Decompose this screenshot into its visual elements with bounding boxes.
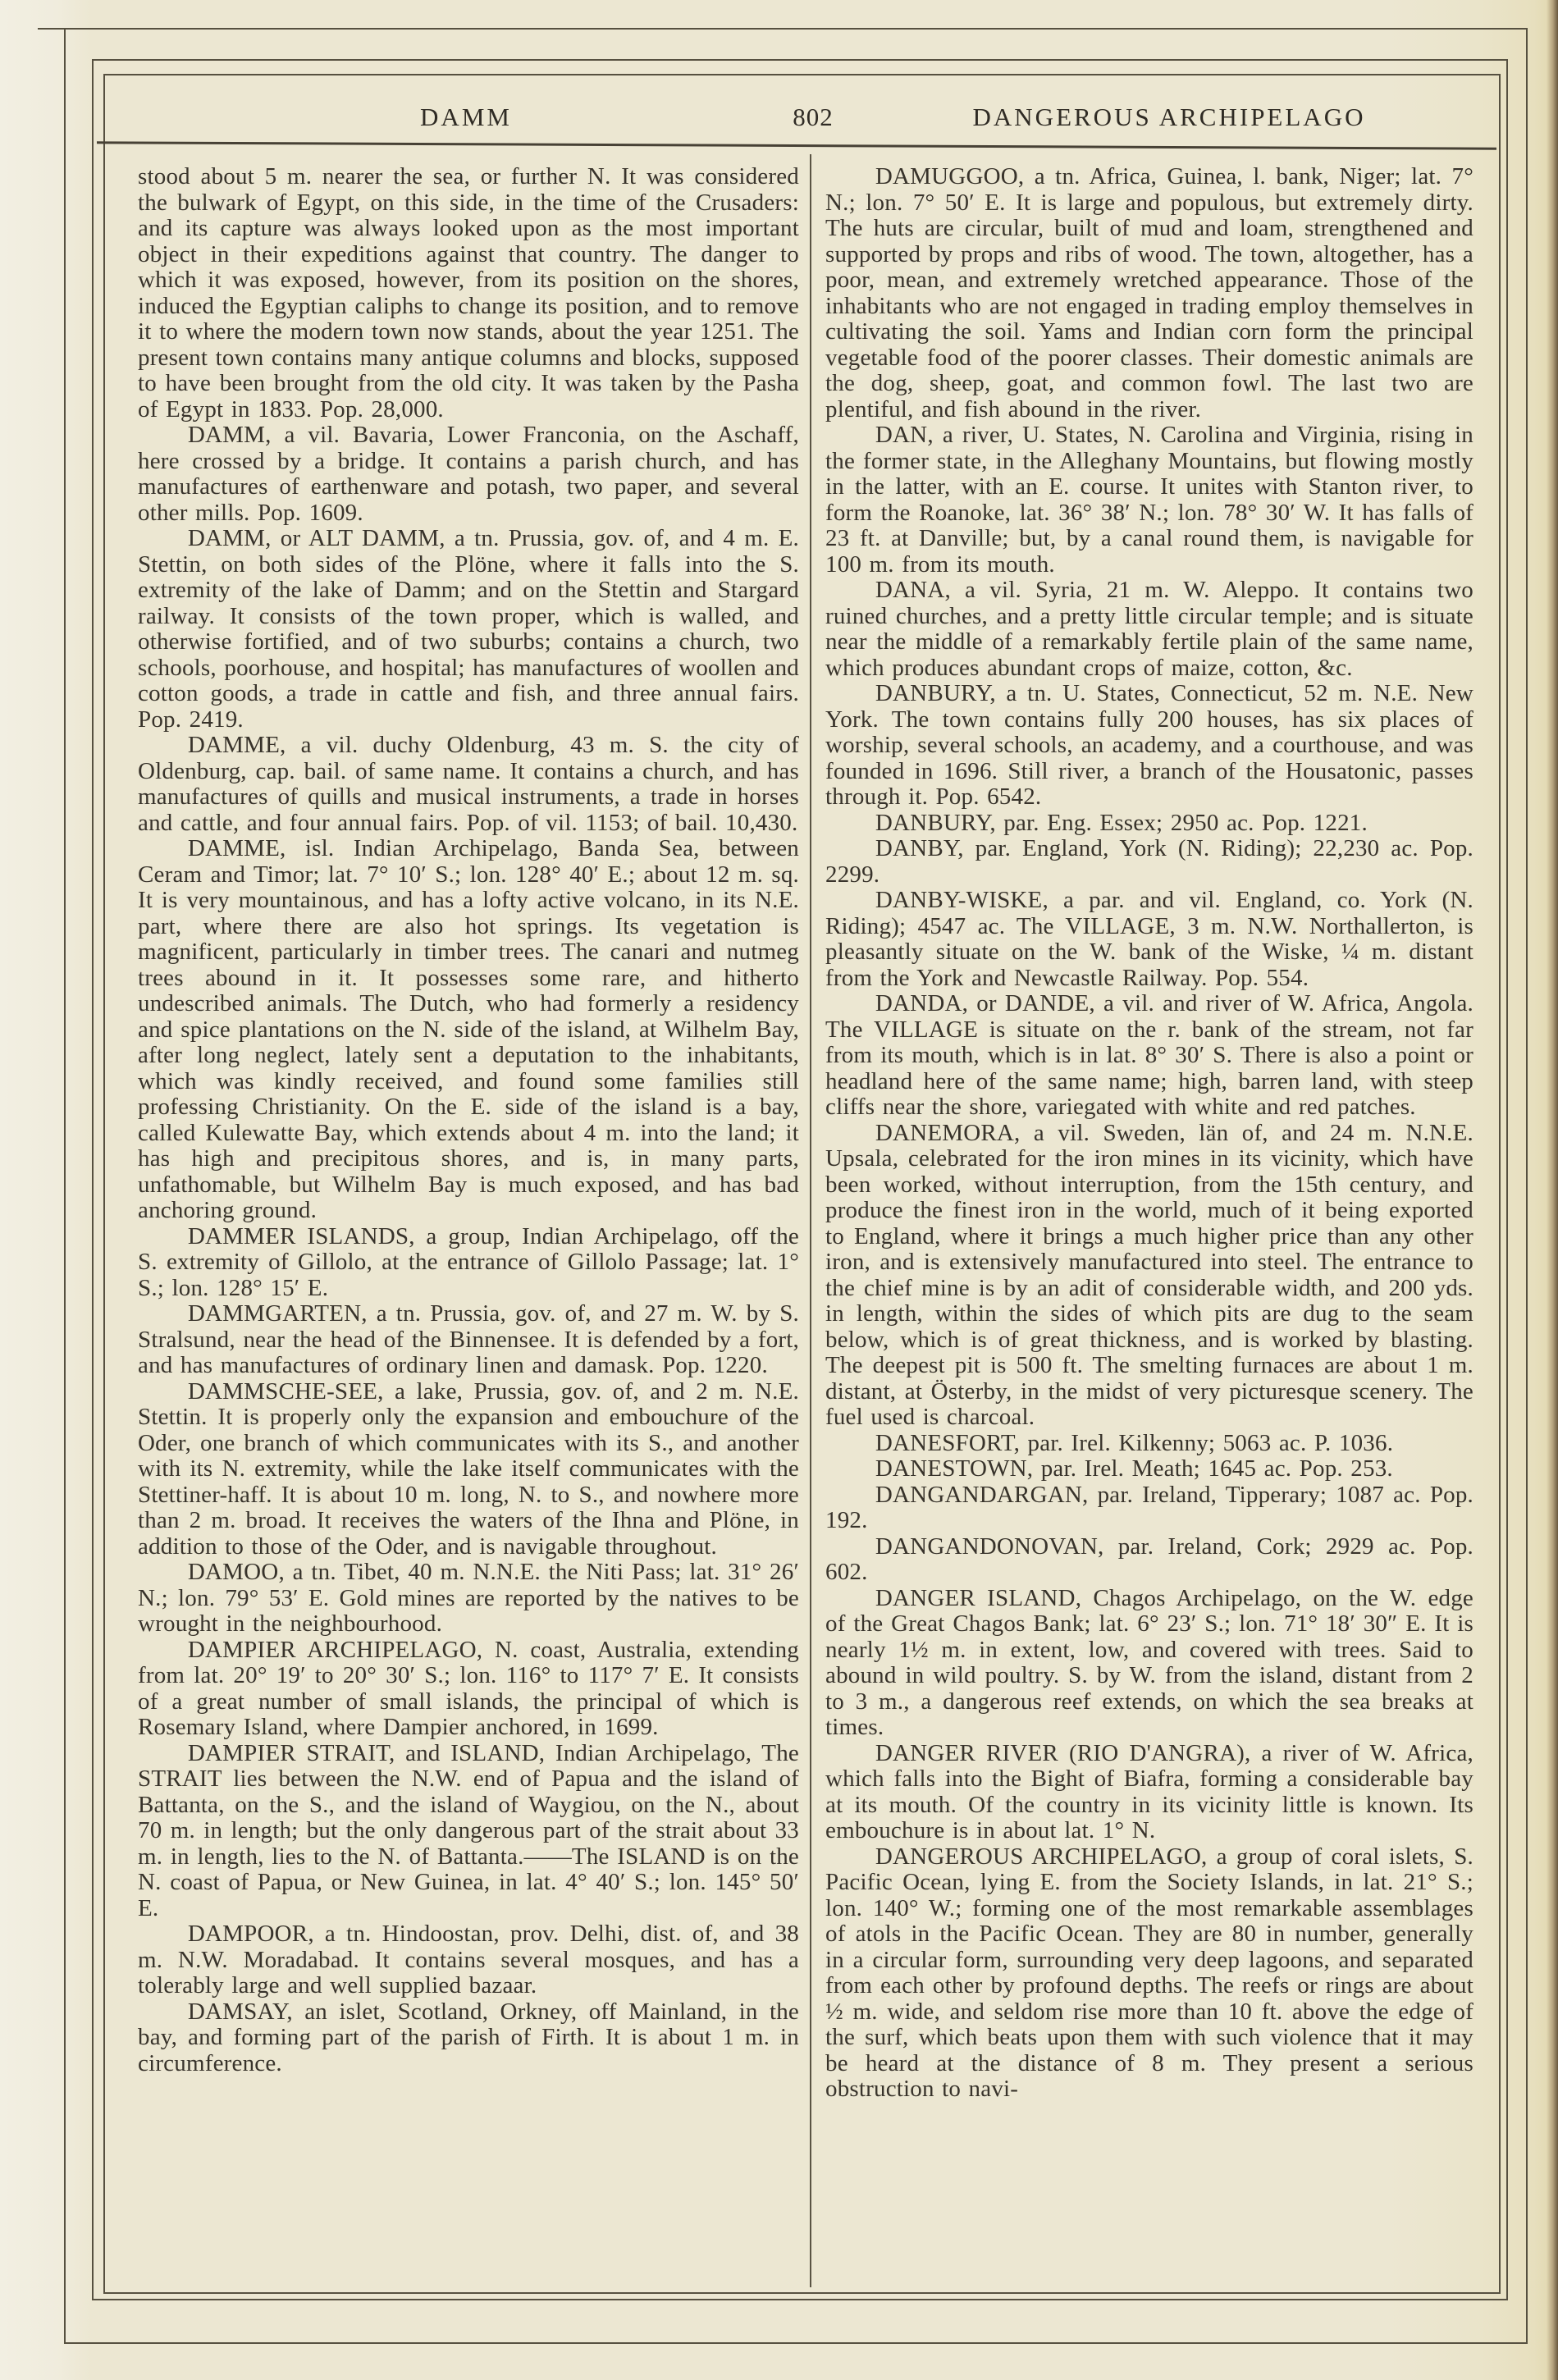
- entry-paragraph: DAMPOOR, a tn. Hindoostan, prov. Delhi, dist. of, and 38 m. N.W. Moradabad. It contains several mosques, and has a tolerably large and well supplied bazaar.: [138, 1921, 799, 1999]
- frame-line-bottom-outer: [64, 2342, 1528, 2344]
- text-column-right: [825, 164, 1473, 2103]
- entry-paragraph: DANGEROUS ARCHIPELAGO, a group of coral islets, S. Pacific Ocean, lying E. from the Society Islands, in lat. 21° S.; lon. 140° W.; forming one of the most remarkable assemblages of atols in the Pacific Ocean. They are 80 in number, generally in a circular form, surrounding very deep lagoons, and separated from each other by profound depths. The reefs or rings are about ½ m. wide, and seldom rise more than 10 ft. above the edge of the surf, which beats upon them with such violence that it may be heard at the distance of 8 m. They present a serious obstruction to navi-: [825, 1843, 1473, 2102]
- entry-paragraph: DAMM, or ALT DAMM, a tn. Prussia, gov. of, and 4 m. E. Stettin, on both sides of the Plöne, where it falls into the S. extremity of the lake of Damm; and on the Stettin and Stargard railway. It consists of the town proper, which is walled, and otherwise fortified, and of two suburbs; contains a church, two schools, poorhouse, and hospital; has manufactures of woollen and cotton goods, a trade in cattle and fish, and three annual fairs. Pop. 2419.: [138, 525, 799, 733]
- entry-paragraph: DANBURY, a tn. U. States, Connecticut, 52 m. N.E. New York. The town contains fully 200 houses, has six places of worship, several schools, an academy, and a courthouse, and was founded in 1696. Still river, a branch of the Housatonic, passes through it. Pop. 6542.: [825, 680, 1473, 810]
- entry-paragraph: DANDA, or DANDE, a vil. and river of W. Africa, Angola. The VILLAGE is situate on the r. bank of the stream, not far from its mouth, which is in lat. 8° 30′ S. There is also a point or headland here of the same name; high, barren land, with steep cliffs near the shore, variegated with white and red patches.: [825, 990, 1473, 1120]
- entry-paragraph: DAMMSCHE-SEE, a lake, Prussia, gov. of, and 2 m. N.E. Stettin. It is properly only the expansion and embouchure of the Oder, one branch of which communicates with its S., and another with its N. extremity, while the lake itself communicates with the Stettiner-haff. It is about 10 m. long, N. to S., and nowhere more than 2 m. broad. It receives the waters of the Ihna and Plöne, in addition to those of the Oder, and is navigable throughout.: [138, 1377, 799, 1560]
- column-divider-rule: [810, 154, 811, 2287]
- entry-paragraph: DAMM, a vil. Bavaria, Lower Franconia, on the Aschaff, here crossed by a bridge. It contains a parish church, and has manufactures of earthenware and potash, two paper, and several other mills. Pop. 1609.: [138, 422, 799, 526]
- entry-paragraph: DAMPIER ARCHIPELAGO, N. coast, Australia, extending from lat. 20° 19′ to 20° 30′ S.; lon. 116° to 117° 7′ E. It consists of a great number of small islands, the principal of which is Rosemary Island, where Dampier anchored, in 1699.: [138, 1636, 799, 1740]
- entry-paragraph: DAMMER ISLANDS, a group, Indian Archipelago, off the S. extremity of Gillolo, at the entrance of Gillolo Passage; lat. 1° S.; lon. 128° 15′ E.: [138, 1222, 799, 1301]
- entry-paragraph: DAMUGGOO, a tn. Africa, Guinea, l. bank, Niger; lat. 7° N.; lon. 7° 50′ E. It is large and populous, but extremely dirty. The huts are circular, built of mud and loam, strengthened and supported by props and ribs of wood. The town, altogether, has a poor, mean, and extremely wretched appearance. Those of the inhabitants who are not engaged in trading employ themselves in cultivating the soil. Yams and Indian corn form the principal vegetable food of the poorer classes. Their domestic animals are the dog, sheep, goat, and common fowl. The last two are plentiful, and fish abound in the river.: [825, 163, 1473, 423]
- frame-line-bottom-inner-b: [103, 2292, 1501, 2294]
- entry-paragraph: DAMME, isl. Indian Archipelago, Banda Sea, between Ceram and Timor; lat. 7° 10′ S.; lon. 128° 40′ E.; about 12 m. sq. It is very mountainous, and has a lofty active volcano, in its N.E. part, where there are also hot springs. Its vegetation is magnificent, particularly in timber trees. The canari and nutmeg trees abound in it. It possesses some rare, and hitherto undescribed animals. The Dutch, who had formerly a residency and spice plantations on the N. side of the island, at Wilhelm Bay, after long neglect, lately sent a deputation to the inhabitants, which was kindly received, and found some families still professing Christianity. On the E. side of the island is a bay, called Kulewatte Bay, which extends about 4 m. into the land; it has high and precipitous shores, and is, in many parts, unfathomable, but Wilhelm Bay is much exposed, and has bad anchoring ground.: [138, 835, 799, 1223]
- entry-paragraph: DANGANDONOVAN, par. Ireland, Cork; 2929 ac. Pop. 602.: [825, 1533, 1473, 1585]
- entry-paragraph: DAN, a river, U. States, N. Carolina and Virginia, rising in the former state, in the Alleghany Mountains, but flowing mostly in the latter, with an E. course. It unites with Stanton river, to form the Roanoke, lat. 36° 38′ N.; lon. 78° 30′ W. It has falls of 23 ft. at Danville; but, by a canal round them, is navigable for 100 m. from its mouth.: [825, 422, 1473, 578]
- entry-paragraph: DANBURY, par. Eng. Essex; 2950 ac. Pop. 1221.: [875, 809, 1368, 836]
- entry-paragraph-continuation: stood about 5 m. nearer the sea, or further N. It was considered the bulwark of Egypt, on this side, in the time of the Crusaders: and its capture was always looked upon as the most important object in their expeditions against that country. The danger to which it was exposed, however, from its position on the shores, induced the Egyptian caliphs to change its position, and to remove it to where the modern town now stands, about the year 1251. The present town contains many antique columns and blocks, supposed to have been brought from the old city. It was taken by the Pasha of Egypt in 1833. Pop. 28,000.: [138, 163, 799, 423]
- header-rule: [97, 141, 1496, 149]
- entry-paragraph: DANBY-WISKE, a par. and vil. England, co. York (N. Riding); 4547 ac. The VILLAGE, 3 m. N.W. Northallerton, is pleasantly situate on the W. bank of the Wiske, ¼ m. distant from the York and Newcastle Railway. Pop. 554.: [825, 887, 1473, 991]
- entry-paragraph: DANESTOWN, par. Irel. Meath; 1645 ac. Pop. 253.: [875, 1455, 1393, 1482]
- entry-paragraph: DAMOO, a tn. Tibet, 40 m. N.N.E. the Niti Pass; lat. 31° 26′ N.; lon. 79° 53′ E. Gold mines are reported by the natives to be wrought in the neighbourhood.: [138, 1559, 799, 1637]
- text-column-left: [138, 164, 799, 2076]
- frame-line-top-outer: [38, 28, 1528, 30]
- frame-line-left-inner-b: [103, 74, 105, 2294]
- entry-paragraph: DANESFORT, par. Irel. Kilkenny; 5063 ac. P. 1036.: [875, 1429, 1394, 1456]
- frame-line-left-inner-a: [92, 59, 94, 2300]
- entry-paragraph: DANBY, par. England, York (N. Riding); 22,230 ac. Pop. 2299.: [825, 835, 1473, 888]
- entry-paragraph: DANGER RIVER (RIO D'ANGRA), a river of W. Africa, which falls into the Bight of Biafra, forming a considerable bay at its mouth. Of the country in its vicinity little is known. Its embouchure is in about lat. 1° N.: [825, 1739, 1473, 1843]
- frame-line-left-outer: [64, 28, 66, 2344]
- running-head-left: DAMM: [420, 103, 512, 131]
- frame-line-right-inner-a: [1506, 59, 1508, 2300]
- entry-paragraph: DANGANDARGAN, par. Ireland, Tipperary; 1087 ac. Pop. 192.: [825, 1481, 1473, 1533]
- frame-line-top-inner-a: [92, 59, 1508, 61]
- frame-line-right-inner-b: [1499, 74, 1501, 2294]
- frame-line-top-inner-b: [103, 74, 1501, 75]
- frame-line-bottom-inner-a: [92, 2299, 1508, 2300]
- running-head-right: DANGEROUS ARCHIPELAGO: [972, 103, 1366, 131]
- page-number: 802: [793, 103, 834, 131]
- entry-paragraph: DANEMORA, a vil. Sweden, län of, and 24 m. N.N.E. Upsala, celebrated for the iron mines in its vicinity, which have been worked, without interruption, from the 15th century, and produce the finest iron in the world, much of it being exported to England, where it brings a much higher price than any other iron, and is extensively manufactured into steel. The entrance to the chief mine is by an adit of considerable width, and 200 yds. in length, within the sides of which pits are dug to the seam below, which is of great thickness, and is worked by blasting. The deepest pit is 500 ft. The smelting furnaces are about 1 m. distant, at Österby, in the midst of very picturesque scenery. The fuel used is charcoal.: [825, 1119, 1473, 1430]
- entry-paragraph: DAMMGARTEN, a tn. Prussia, gov. of, and 27 m. W. by S. Stralsund, near the head of the Binnensee. It is defended by a fort, and has manufactures of ordinary linen and damask. Pop. 1220.: [138, 1300, 799, 1378]
- entry-paragraph: DANGER ISLAND, Chagos Archipelago, on the W. edge of the Great Chagos Bank; lat. 6° 23′ S.; lon. 71° 18′ 30″ E. It is nearly 1½ m. in extent, low, and covered with trees. Said to abound in wild poultry. S. by W. from the island, distant from 2 to 3 m., a dangerous reef extends, on which the sea breaks at times.: [825, 1584, 1473, 1740]
- entry-paragraph: DAMSAY, an islet, Scotland, Orkney, off Mainland, in the bay, and forming part of the parish of Firth. It is about 1 m. in circumference.: [138, 1998, 799, 2076]
- entry-paragraph: DAMME, a vil. duchy Oldenburg, 43 m. S. the city of Oldenburg, cap. bail. of same name. It contains a church, and has manufactures of quills and musical instruments, a trade in horses and cattle, and four annual fairs. Pop. of vil. 1153; of bail. 10,430.: [138, 732, 799, 836]
- entry-paragraph: DAMPIER STRAIT, and ISLAND, Indian Archipelago, The STRAIT lies between the N.W. end of Papua and the island of Battanta, on the S., and the island of Waygiou, on the N., about 70 m. in length; but the only dangerous part of the strait about 33 m. in length, lies to the N. of Battanta.——The ISLAND is on the N. coast of Papua, or New Guinea, in lat. 4° 40′ S.; lon. 145° 50′ E.: [138, 1739, 799, 1921]
- frame-line-right-outer: [1526, 28, 1528, 2344]
- page-edge-shadow: [1547, 0, 1558, 2380]
- entry-paragraph: DANA, a vil. Syria, 21 m. W. Aleppo. It contains two ruined churches, and a pretty little circular temple; and is situate near the middle of a remarkably fertile plain of the same name, which produces abundant crops of maize, cotton, &c.: [825, 577, 1473, 681]
